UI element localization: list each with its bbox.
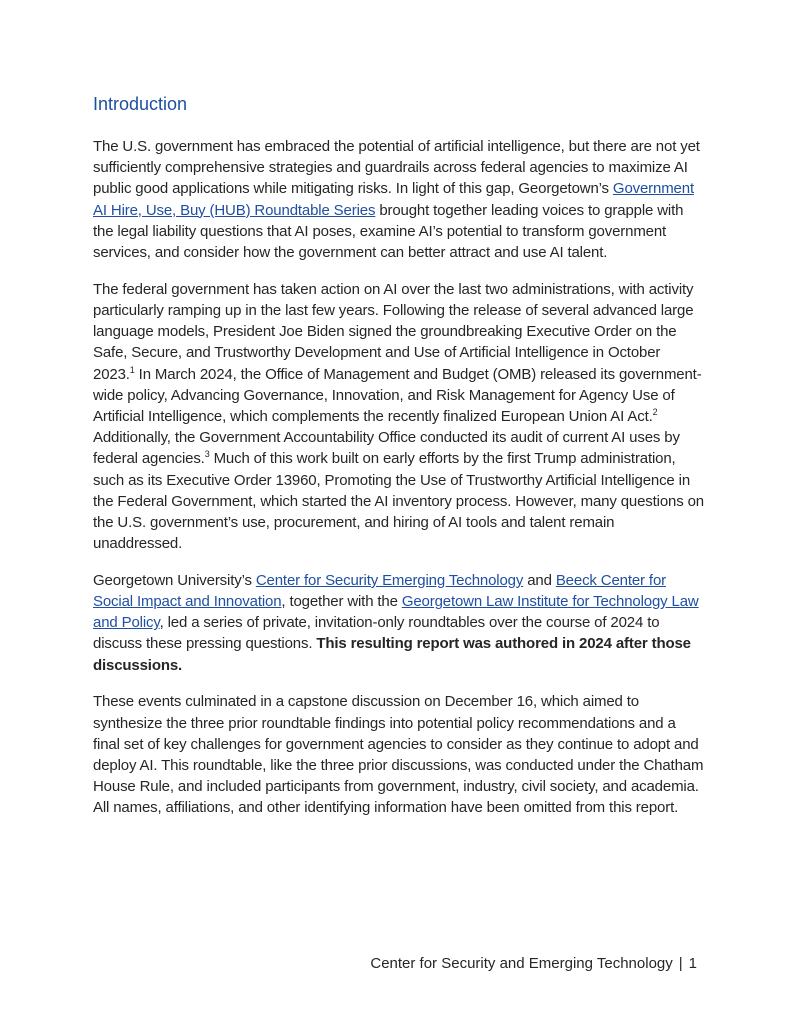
page-footer [370, 955, 697, 972]
body-text [93, 136, 705, 834]
georgetown-law-institute-link[interactable]: Georgetown Law Institute for Technology Law and Policy [93, 593, 699, 632]
footnote-ref-3[interactable]: 3 [204, 449, 210, 460]
p3-text-4: , led a series of private, invitation-only roundtables over the course of 2024 to discuss these pressing questions. [93, 614, 660, 653]
paragraph-4: These events culminated in a capstone discussion on December 16, which aimed to synthesize the three prior roundtable findings into potential policy recommendations and a final set of key challenges for government agencies to consider as they continue to adopt and deploy AI. This roundtable, like the three prior discussions, was conducted under the Chatham House Rule, and included participants from government, industry, civil society, and academia. All names, affiliations, and other identifying information have been omitted from this report. [93, 693, 704, 817]
beeck-center-link[interactable]: Beeck Center for Social Impact and Innovation [93, 571, 666, 611]
p2-segment-2: In March 2024, the Office of Management and Budget (OMB) released its government-wide policy, Advancing Governance, Innovation, and Risk Management for Agency Use of Artificial Intelligence, which complements the recently finalized European Union AI Act. [93, 365, 702, 425]
cset-link[interactable]: Center for Security Emerging Technology [255, 571, 524, 589]
p3-text-3: , together with the [281, 593, 402, 611]
p2-segment-4: Much of this work built on early efforts by the first Trump administration, such as its Executive Order 13960, Promoting the Use of Trustworthy Artificial Intelligence in the Federal Government, which started the AI inventory process. However, many questions on the U.S. government’s use, procurement, and hiring of AI tools and talent remain unaddressed. [93, 450, 704, 553]
p1-text-before: The U.S. government has embraced the potential of artificial intelligence, but there are not yet sufficiently comprehensive strategies and guardrails across federal agencies to maximize AI public good applications while mitigating risks. In light of this gap, Georgetown’s [93, 138, 700, 198]
p2-segment-3: Additionally, the Government Accountability Office conducted its audit of current AI uses by federal agencies. [93, 429, 680, 468]
page-number: 1 [688, 955, 697, 972]
p2-segment-1: The federal government has taken action on AI over the last two administrations, with activity particularly ramping up in the last few years. Following the release of several advanced large language models, President Joe Biden signed the groundbreaking Executive Order on the Safe, Secure, and Trustworthy Development and Use of Artificial Intelligence in October 2023. [93, 280, 694, 383]
footer-org-name: Center for Security and Emerging Technology [370, 955, 673, 972]
paragraph-2 [93, 279, 705, 555]
p1-text-after: brought together leading voices to grapple with the legal liability questions that AI poses, examine AI’s potential to transform government services, and consider how the government can better attract and use AI talent. [93, 201, 684, 262]
hub-roundtable-link[interactable]: Government AI Hire, Use, Buy (HUB) Roundtable Series [93, 180, 694, 219]
p3-text-1: Georgetown University’s [93, 571, 256, 589]
footer-separator: | [678, 955, 683, 972]
p3-bold-statement: This resulting report was authored in 2024 after those discussions. [93, 635, 691, 674]
paragraph-3 [93, 570, 705, 676]
p3-text-2: and [523, 571, 556, 589]
footnote-ref-2[interactable]: 2 [652, 406, 658, 417]
section-heading: Introduction [93, 94, 188, 114]
footnote-ref-1[interactable]: 1 [129, 364, 135, 375]
paragraph-1 [93, 136, 705, 263]
